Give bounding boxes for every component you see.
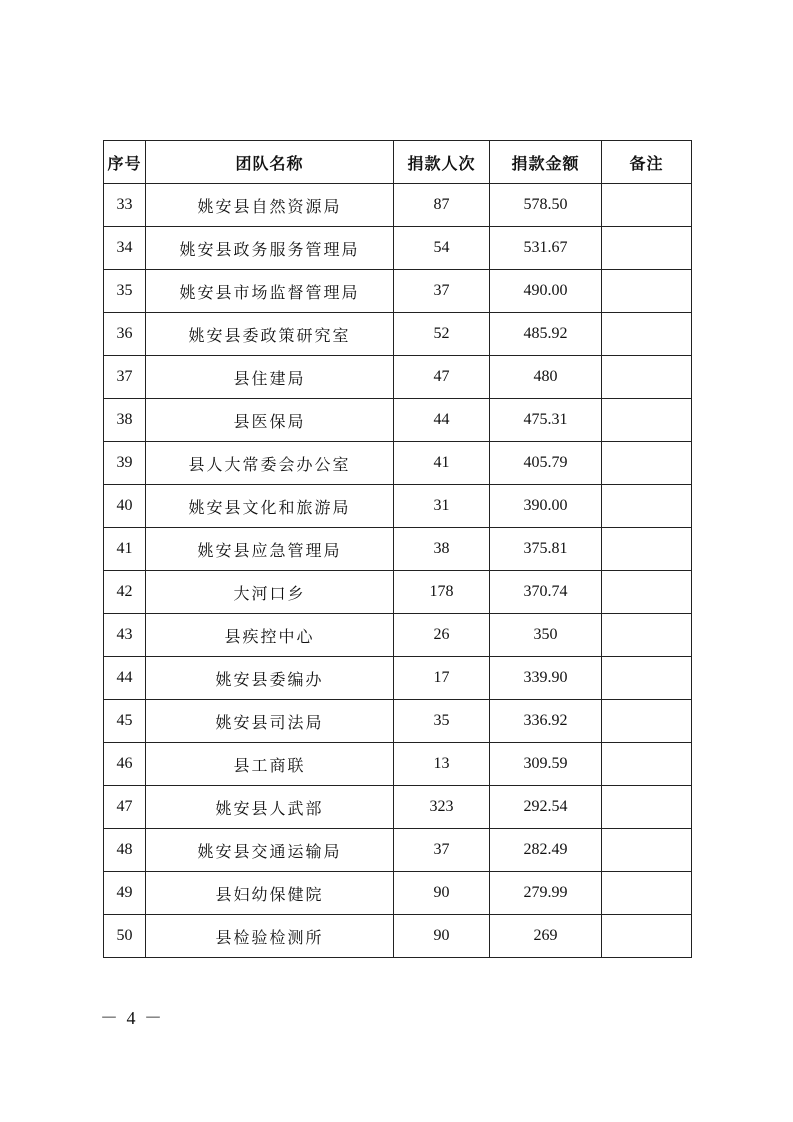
cell-donation-amount: 339.90 bbox=[490, 657, 602, 700]
cell-team-name: 姚安县委政策研究室 bbox=[146, 313, 394, 356]
donation-table bbox=[103, 140, 692, 958]
table-row bbox=[104, 227, 692, 270]
cell-donor-count: 13 bbox=[394, 743, 490, 786]
cell-donor-count: 323 bbox=[394, 786, 490, 829]
cell-donation-amount: 531.67 bbox=[490, 227, 602, 270]
table-row bbox=[104, 872, 692, 915]
cell-team-name: 姚安县政务服务管理局 bbox=[146, 227, 394, 270]
table-row bbox=[104, 571, 692, 614]
cell-donor-count: 44 bbox=[394, 399, 490, 442]
cell-donor-count: 47 bbox=[394, 356, 490, 399]
cell-seq: 38 bbox=[104, 399, 146, 442]
cell-remarks bbox=[602, 184, 692, 227]
cell-seq: 40 bbox=[104, 485, 146, 528]
cell-donor-count: 41 bbox=[394, 442, 490, 485]
cell-remarks bbox=[602, 829, 692, 872]
cell-donor-count: 178 bbox=[394, 571, 490, 614]
table-header-row bbox=[104, 141, 692, 184]
cell-remarks bbox=[602, 915, 692, 958]
cell-seq: 42 bbox=[104, 571, 146, 614]
cell-remarks bbox=[602, 571, 692, 614]
table-row bbox=[104, 915, 692, 958]
cell-team-name: 姚安县自然资源局 bbox=[146, 184, 394, 227]
cell-team-name: 姚安县应急管理局 bbox=[146, 528, 394, 571]
table-row bbox=[104, 184, 692, 227]
table-row bbox=[104, 356, 692, 399]
cell-remarks bbox=[602, 442, 692, 485]
cell-remarks bbox=[602, 313, 692, 356]
cell-donor-count: 37 bbox=[394, 829, 490, 872]
cell-team-name: 姚安县交通运输局 bbox=[146, 829, 394, 872]
cell-remarks bbox=[602, 657, 692, 700]
cell-donor-count: 54 bbox=[394, 227, 490, 270]
table-row bbox=[104, 657, 692, 700]
cell-seq: 49 bbox=[104, 872, 146, 915]
cell-seq: 35 bbox=[104, 270, 146, 313]
cell-seq: 43 bbox=[104, 614, 146, 657]
cell-donor-count: 90 bbox=[394, 915, 490, 958]
cell-remarks bbox=[602, 270, 692, 313]
cell-donor-count: 37 bbox=[394, 270, 490, 313]
cell-remarks bbox=[602, 528, 692, 571]
header-donor-count: 捐款人次 bbox=[394, 141, 490, 184]
cell-donor-count: 31 bbox=[394, 485, 490, 528]
cell-donor-count: 17 bbox=[394, 657, 490, 700]
cell-donor-count: 52 bbox=[394, 313, 490, 356]
cell-team-name: 姚安县文化和旅游局 bbox=[146, 485, 394, 528]
cell-seq: 48 bbox=[104, 829, 146, 872]
cell-seq: 37 bbox=[104, 356, 146, 399]
cell-team-name: 县医保局 bbox=[146, 399, 394, 442]
cell-team-name: 县人大常委会办公室 bbox=[146, 442, 394, 485]
cell-donation-amount: 485.92 bbox=[490, 313, 602, 356]
cell-donor-count: 35 bbox=[394, 700, 490, 743]
table-row bbox=[104, 700, 692, 743]
cell-seq: 39 bbox=[104, 442, 146, 485]
cell-remarks bbox=[602, 485, 692, 528]
cell-donation-amount: 309.59 bbox=[490, 743, 602, 786]
table-row bbox=[104, 270, 692, 313]
cell-remarks bbox=[602, 700, 692, 743]
table-row bbox=[104, 313, 692, 356]
cell-donation-amount: 475.31 bbox=[490, 399, 602, 442]
cell-donation-amount: 370.74 bbox=[490, 571, 602, 614]
cell-remarks bbox=[602, 786, 692, 829]
cell-donation-amount: 490.00 bbox=[490, 270, 602, 313]
cell-seq: 45 bbox=[104, 700, 146, 743]
cell-team-name: 县工商联 bbox=[146, 743, 394, 786]
header-remarks: 备注 bbox=[602, 141, 692, 184]
header-team-name: 团队名称 bbox=[146, 141, 394, 184]
cell-seq: 46 bbox=[104, 743, 146, 786]
cell-seq: 34 bbox=[104, 227, 146, 270]
cell-donor-count: 90 bbox=[394, 872, 490, 915]
cell-donor-count: 26 bbox=[394, 614, 490, 657]
table-row bbox=[104, 442, 692, 485]
cell-team-name: 姚安县人武部 bbox=[146, 786, 394, 829]
table-row bbox=[104, 528, 692, 571]
cell-donation-amount: 269 bbox=[490, 915, 602, 958]
cell-donation-amount: 480 bbox=[490, 356, 602, 399]
cell-donor-count: 38 bbox=[394, 528, 490, 571]
cell-remarks bbox=[602, 872, 692, 915]
cell-donation-amount: 336.92 bbox=[490, 700, 602, 743]
cell-team-name: 姚安县司法局 bbox=[146, 700, 394, 743]
cell-remarks bbox=[602, 227, 692, 270]
table-row bbox=[104, 485, 692, 528]
cell-donation-amount: 292.54 bbox=[490, 786, 602, 829]
cell-donation-amount: 405.79 bbox=[490, 442, 602, 485]
cell-seq: 50 bbox=[104, 915, 146, 958]
table-row bbox=[104, 829, 692, 872]
table-row bbox=[104, 614, 692, 657]
cell-seq: 47 bbox=[104, 786, 146, 829]
cell-remarks bbox=[602, 399, 692, 442]
cell-team-name: 大河口乡 bbox=[146, 571, 394, 614]
cell-donation-amount: 282.49 bbox=[490, 829, 602, 872]
header-seq: 序号 bbox=[104, 141, 146, 184]
cell-remarks bbox=[602, 614, 692, 657]
cell-donation-amount: 578.50 bbox=[490, 184, 602, 227]
header-donation-amount: 捐款金额 bbox=[490, 141, 602, 184]
cell-seq: 33 bbox=[104, 184, 146, 227]
cell-remarks bbox=[602, 356, 692, 399]
cell-team-name: 县妇幼保健院 bbox=[146, 872, 394, 915]
page-number: － 4 － bbox=[100, 1008, 164, 1028]
table-body bbox=[104, 184, 692, 958]
cell-team-name: 姚安县市场监督管理局 bbox=[146, 270, 394, 313]
cell-donation-amount: 350 bbox=[490, 614, 602, 657]
table-row bbox=[104, 399, 692, 442]
cell-donor-count: 87 bbox=[394, 184, 490, 227]
cell-team-name: 县疾控中心 bbox=[146, 614, 394, 657]
cell-donation-amount: 390.00 bbox=[490, 485, 602, 528]
cell-team-name: 姚安县委编办 bbox=[146, 657, 394, 700]
table-row bbox=[104, 743, 692, 786]
cell-team-name: 县住建局 bbox=[146, 356, 394, 399]
cell-seq: 36 bbox=[104, 313, 146, 356]
cell-donation-amount: 279.99 bbox=[490, 872, 602, 915]
cell-seq: 44 bbox=[104, 657, 146, 700]
cell-donation-amount: 375.81 bbox=[490, 528, 602, 571]
table-row bbox=[104, 786, 692, 829]
cell-seq: 41 bbox=[104, 528, 146, 571]
cell-team-name: 县检验检测所 bbox=[146, 915, 394, 958]
cell-remarks bbox=[602, 743, 692, 786]
